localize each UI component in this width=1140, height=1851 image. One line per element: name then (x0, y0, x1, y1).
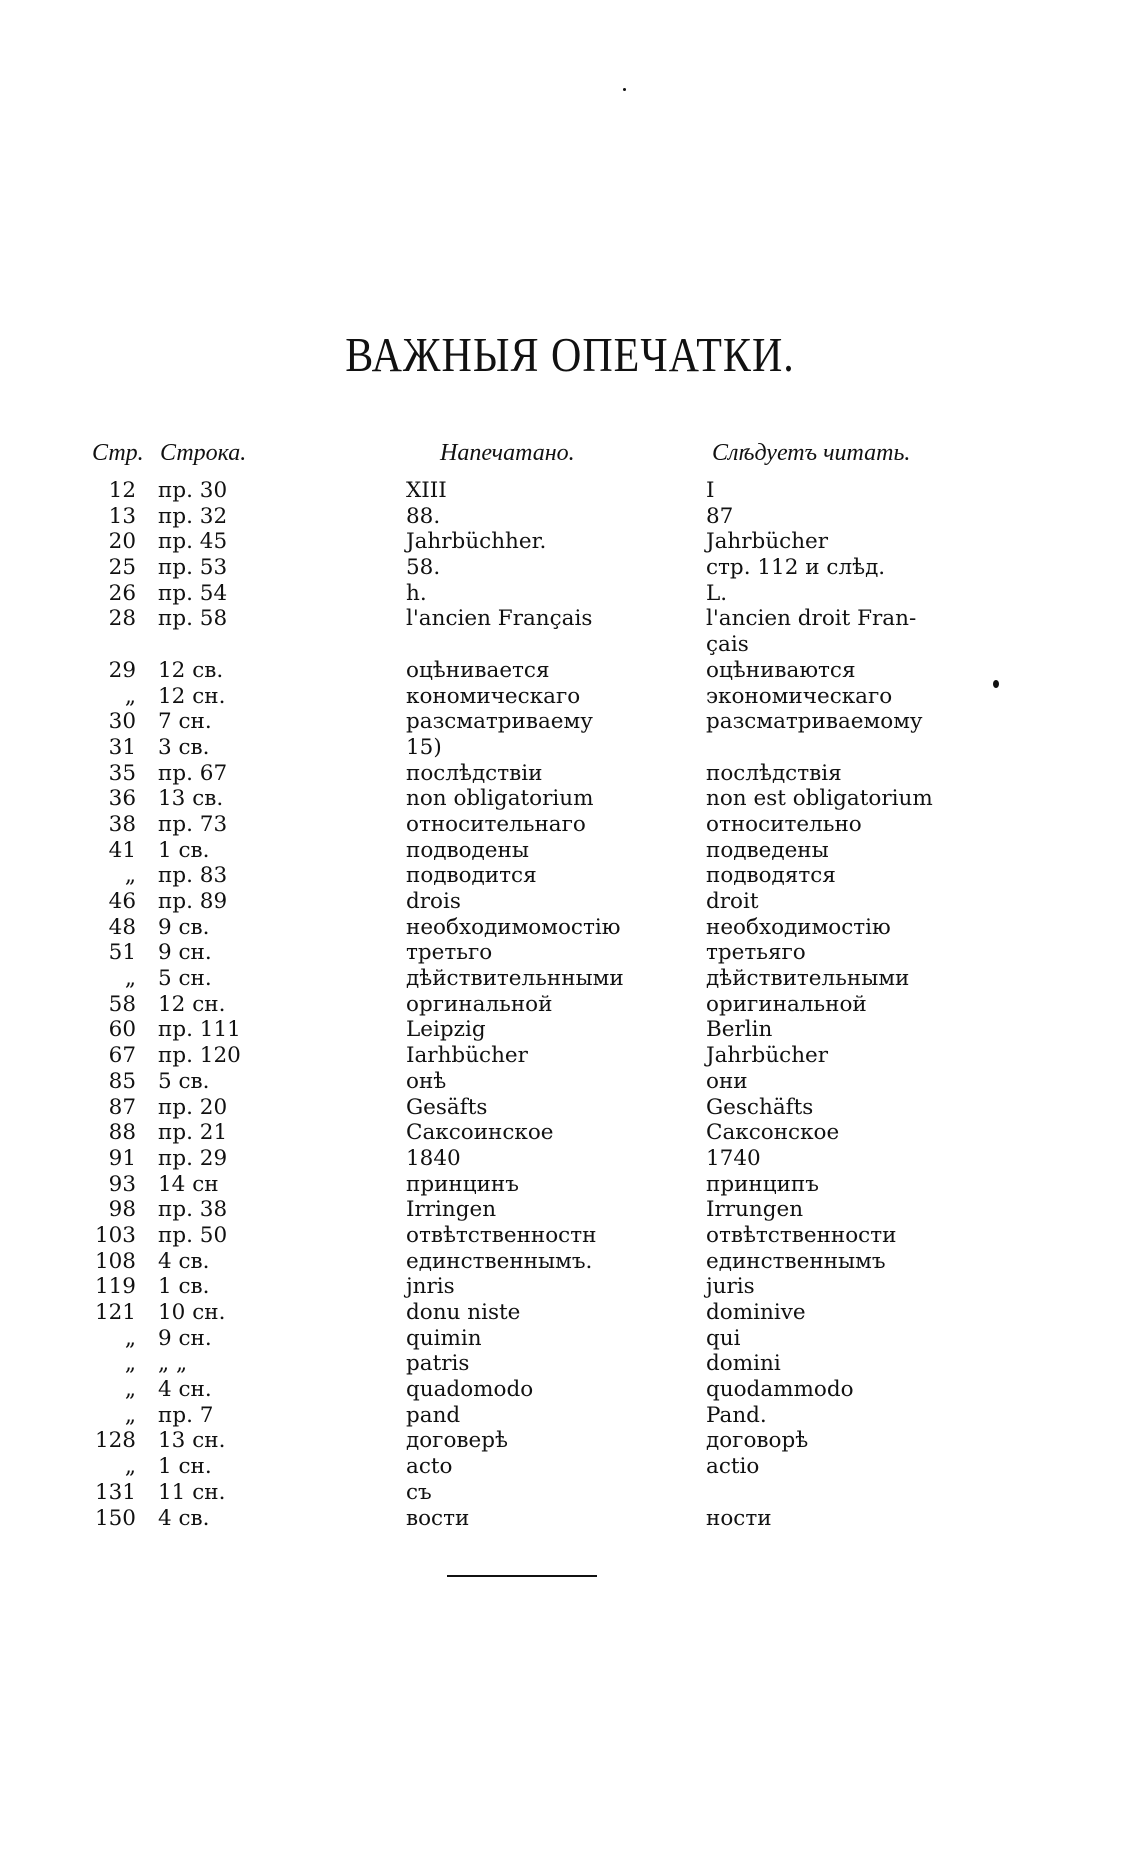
table-row (0, 1454, 1140, 1480)
table-row (0, 1197, 1140, 1223)
cell-line: пр. 89 (158, 889, 228, 915)
cell-correct: договорѣ (706, 1428, 809, 1454)
cell-correct: относительно (706, 811, 862, 837)
table-row (0, 1017, 1140, 1043)
cell-line: 9 св. (158, 914, 210, 940)
cell-printed: Irringen (406, 1197, 497, 1223)
cell-correct: отвѣтственности (706, 1222, 897, 1248)
table-row (0, 581, 1140, 607)
cell-line: 12 св. (158, 657, 224, 683)
cell-line: „ „ (158, 1351, 188, 1377)
cell-printed: 15) (406, 734, 442, 760)
table-row (0, 1120, 1140, 1146)
cell-line: 13 сн. (158, 1428, 226, 1454)
errata-table (0, 478, 1140, 1531)
cell-correct: droit (706, 889, 759, 915)
header-line: Строка. (160, 440, 247, 466)
cell-correct: подводятся (706, 863, 836, 889)
cell-printed: кономическаго (406, 683, 581, 709)
table-row (0, 940, 1140, 966)
table-row (0, 1480, 1140, 1506)
header-printed: Напечатано. (440, 440, 575, 466)
table-header (0, 440, 1140, 472)
cell-line: пр. 30 (158, 478, 228, 503)
cell-correct: Jahrbücher (706, 529, 829, 555)
cell-correct: juris (706, 1274, 755, 1300)
cell-line: 4 св. (158, 1248, 210, 1274)
cell-line: 14 сн (158, 1171, 219, 1197)
cell-printed: quadomodo (406, 1377, 534, 1403)
table-row (0, 889, 1140, 915)
cell-correct: разсматриваемому (706, 709, 923, 735)
cell-printed: оцѣнивается (406, 657, 550, 683)
cell-correct: они (706, 1068, 748, 1094)
cell-line: пр. 38 (158, 1197, 228, 1223)
speck (623, 88, 626, 91)
table-row (0, 966, 1140, 992)
cell-correct: Pand. (706, 1402, 767, 1428)
table-row (0, 786, 1140, 812)
cell-page: 26 (108, 580, 136, 606)
cell-line: 1 сн. (158, 1454, 212, 1480)
cell-page: 48 (108, 914, 136, 940)
cell-correct: третьяго (706, 940, 806, 966)
cell-correct: дѣйствительными (706, 966, 910, 992)
cell-line: пр. 29 (158, 1145, 228, 1171)
cell-printed: вости (406, 1505, 470, 1531)
cell-correct: экономическаго (706, 683, 893, 709)
cell-printed: Саксоинское (406, 1120, 554, 1146)
cell-correct: необходимостію (706, 914, 891, 940)
cell-printed: patris (406, 1351, 470, 1377)
table-row (0, 992, 1140, 1018)
cell-page: 28 (108, 606, 136, 632)
table-row (0, 658, 1140, 684)
cell-page: 87 (108, 1094, 136, 1120)
cell-correct: 87 (706, 503, 734, 529)
cell-correct: подведены (706, 837, 829, 863)
table-row (0, 1428, 1140, 1454)
cell-correct: послѣдствія (706, 760, 842, 786)
cell-printed: третьго (406, 940, 493, 966)
cell-printed: съ (406, 1479, 432, 1505)
cell-printed: послѣдствіи (406, 760, 543, 786)
cell-line: пр. 32 (158, 503, 228, 529)
cell-page: 88 (108, 1120, 136, 1146)
cell-correct: quodammodo (706, 1377, 854, 1403)
cell-line: пр. 58 (158, 606, 228, 632)
cell-page: „ (124, 1402, 136, 1428)
cell-printed: 58. (406, 555, 441, 581)
cell-printed: относительнаго (406, 811, 586, 837)
cell-line: 1 св. (158, 1274, 210, 1300)
cell-page: 60 (108, 1017, 136, 1043)
cell-correct: l'ancien droit Fran- çais (706, 606, 917, 658)
table-row (0, 1403, 1140, 1429)
cell-page: 58 (108, 991, 136, 1017)
cell-correct: Berlin (706, 1017, 773, 1043)
cell-line: 13 св. (158, 786, 224, 812)
table-row (0, 863, 1140, 889)
cell-correct: I (706, 478, 715, 503)
table-row (0, 1249, 1140, 1275)
cell-page: 20 (108, 529, 136, 555)
cell-printed: единственнымъ. (406, 1248, 593, 1274)
table-row (0, 838, 1140, 864)
cell-line: 7 сн. (158, 709, 212, 735)
table-row (0, 1351, 1140, 1377)
table-row (0, 478, 1140, 504)
table-row (0, 761, 1140, 787)
cell-line: 9 сн. (158, 1325, 212, 1351)
cell-line: пр. 67 (158, 760, 228, 786)
cell-printed: дѣйствительнными (406, 966, 624, 992)
cell-line: пр. 120 (158, 1043, 241, 1069)
cell-printed: подводены (406, 837, 529, 863)
cell-page: „ (124, 683, 136, 709)
cell-line: пр. 53 (158, 555, 228, 581)
cell-correct: 1740 (706, 1145, 761, 1171)
cell-page: 38 (108, 811, 136, 837)
cell-page: 29 (108, 657, 136, 683)
cell-correct: ности (706, 1505, 772, 1531)
cell-page: „ (124, 1377, 136, 1403)
cell-page: 150 (94, 1505, 136, 1531)
cell-printed: необходимомостію (406, 914, 621, 940)
table-row (0, 735, 1140, 761)
cell-correct: Irrungen (706, 1197, 804, 1223)
cell-correct: L. (706, 580, 728, 606)
cell-line: 5 св. (158, 1068, 210, 1094)
cell-line: 4 сн. (158, 1377, 212, 1403)
cell-printed: подводится (406, 863, 537, 889)
cell-page: 51 (108, 940, 136, 966)
cell-correct: единственнымъ (706, 1248, 886, 1274)
cell-correct: оцѣниваются (706, 657, 856, 683)
cell-correct: dominive (706, 1300, 806, 1326)
cell-line: 4 св. (158, 1505, 210, 1531)
cell-page: „ (124, 1325, 136, 1351)
cell-printed: XIII (406, 478, 447, 503)
cell-printed: отвѣтственностн (406, 1222, 597, 1248)
cell-page: 128 (94, 1428, 136, 1454)
cell-correct: Саксонское (706, 1120, 840, 1146)
cell-page: 13 (108, 503, 136, 529)
cell-page: 103 (94, 1222, 136, 1248)
cell-page: 121 (94, 1300, 136, 1326)
cell-correct: non est obligatorium (706, 786, 933, 812)
cell-printed: pand (406, 1402, 461, 1428)
cell-printed: 1840 (406, 1145, 461, 1171)
cell-line: 1 св. (158, 837, 210, 863)
cell-page: 35 (108, 760, 136, 786)
cell-page: 12 (108, 478, 136, 503)
cell-printed: разсматриваему (406, 709, 593, 735)
cell-line: пр. 83 (158, 863, 228, 889)
table-row (0, 1274, 1140, 1300)
cell-correct: actio (706, 1454, 760, 1480)
cell-line: пр. 45 (158, 529, 228, 555)
cell-printed: Iarhbücher (406, 1043, 528, 1069)
cell-printed: h. (406, 580, 427, 606)
table-row (0, 1326, 1140, 1352)
cell-page: „ (124, 863, 136, 889)
speck (993, 680, 999, 688)
cell-printed: Jahrbüchher. (406, 529, 547, 555)
cell-page: 67 (108, 1043, 136, 1069)
cell-page: 25 (108, 555, 136, 581)
cell-line: 5 сн. (158, 966, 212, 992)
cell-page: „ (124, 1454, 136, 1480)
cell-line: пр. 50 (158, 1222, 228, 1248)
table-row (0, 529, 1140, 555)
cell-page: 131 (94, 1479, 136, 1505)
cell-page: 93 (108, 1171, 136, 1197)
cell-printed: acto (406, 1454, 453, 1480)
table-row (0, 1223, 1140, 1249)
cell-line: пр. 54 (158, 580, 228, 606)
cell-correct: принципъ (706, 1171, 819, 1197)
cell-page: 98 (108, 1197, 136, 1223)
table-row (0, 1172, 1140, 1198)
cell-page: 85 (108, 1068, 136, 1094)
cell-printed: jnris (406, 1274, 455, 1300)
cell-correct: domini (706, 1351, 781, 1377)
cell-page: 36 (108, 786, 136, 812)
cell-page: „ (124, 1351, 136, 1377)
cell-printed: договерѣ (406, 1428, 508, 1454)
cell-line: пр. 111 (158, 1017, 241, 1043)
cell-page: 31 (108, 734, 136, 760)
table-row (0, 1506, 1140, 1532)
table-row (0, 1043, 1140, 1069)
cell-printed: принцинъ (406, 1171, 519, 1197)
cell-printed: drois (406, 889, 461, 915)
cell-line: пр. 7 (158, 1402, 214, 1428)
cell-printed: Leipzig (406, 1017, 486, 1043)
cell-printed: non obligatorium (406, 786, 594, 812)
cell-line: 12 сн. (158, 683, 226, 709)
cell-line: 3 св. (158, 734, 210, 760)
cell-correct: Geschäfts (706, 1094, 814, 1120)
cell-page: 41 (108, 837, 136, 863)
cell-correct: стр. 112 и слѣд. (706, 555, 886, 581)
cell-printed: оргинальной (406, 991, 553, 1017)
table-row (0, 606, 1140, 657)
cell-line: пр. 73 (158, 811, 228, 837)
table-row (0, 684, 1140, 710)
cell-printed: l'ancien Français (406, 606, 593, 632)
table-row (0, 812, 1140, 838)
cell-line: пр. 20 (158, 1094, 228, 1120)
table-row (0, 1377, 1140, 1403)
table-row (0, 555, 1140, 581)
table-row (0, 915, 1140, 941)
cell-line: 9 сн. (158, 940, 212, 966)
table-row (0, 1095, 1140, 1121)
table-row (0, 1300, 1140, 1326)
cell-page: 91 (108, 1145, 136, 1171)
cell-page: 46 (108, 889, 136, 915)
page-title: ВАЖНЫЯ ОПЕЧАТКИ. (345, 329, 795, 383)
header-page: Стр. (92, 440, 144, 466)
cell-correct: Jahrbücher (706, 1043, 829, 1069)
cell-page: 108 (94, 1248, 136, 1274)
cell-correct: оригинальной (706, 991, 867, 1017)
cell-printed: онѣ (406, 1068, 447, 1094)
cell-printed: Gesäfts (406, 1094, 488, 1120)
cell-printed: donu niste (406, 1300, 521, 1326)
table-row (0, 1069, 1140, 1095)
cell-line: 10 сн. (158, 1300, 226, 1326)
cell-page: 30 (108, 709, 136, 735)
cell-page: „ (124, 966, 136, 992)
closing-rule (447, 1575, 597, 1577)
cell-line: 12 сн. (158, 991, 226, 1017)
cell-line: 11 сн. (158, 1479, 226, 1505)
table-row (0, 1146, 1140, 1172)
cell-page: 119 (94, 1274, 136, 1300)
cell-printed: quimin (406, 1325, 482, 1351)
table-row (0, 504, 1140, 530)
cell-line: пр. 21 (158, 1120, 228, 1146)
cell-printed: 88. (406, 503, 441, 529)
header-correct: Слѣдуетъ читать. (712, 440, 911, 466)
cell-correct: qui (706, 1325, 741, 1351)
table-row (0, 709, 1140, 735)
